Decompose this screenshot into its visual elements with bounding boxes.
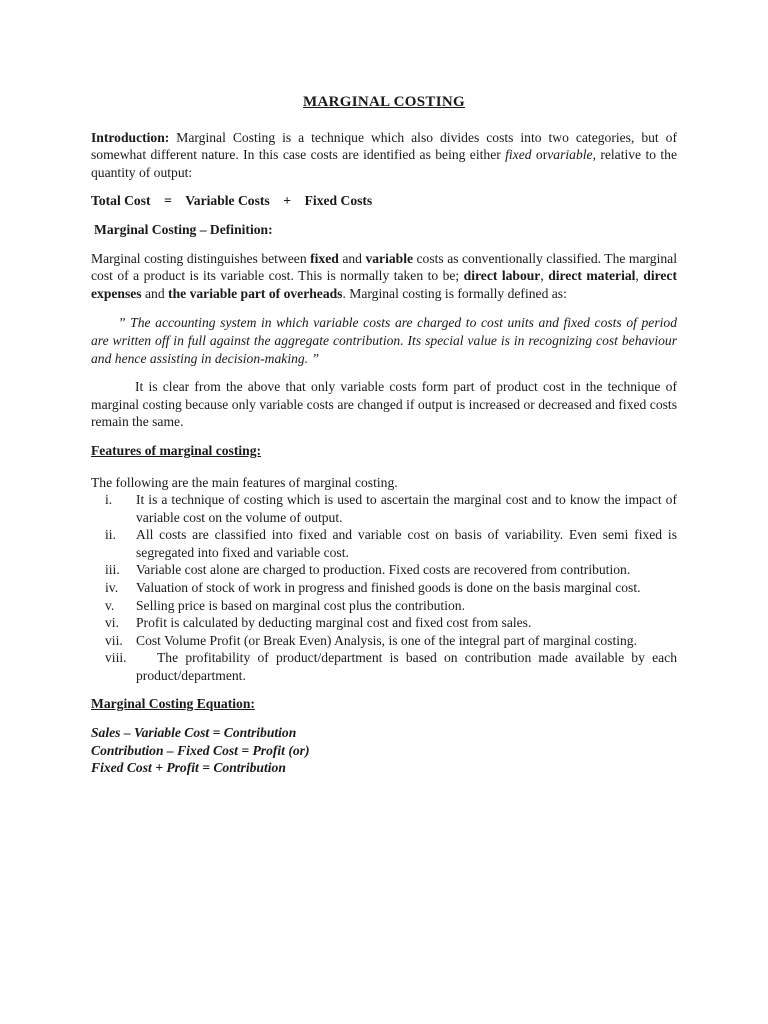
definition-text-2: and — [338, 250, 366, 266]
definition-sep-1: , — [540, 268, 549, 284]
definition-text-3: costs as conventionally classified. The marginal cost of a product is its variable cost. This is normally taken to be; — [91, 250, 677, 284]
equation-line: Sales – Variable Cost = Contribution — [91, 725, 297, 741]
definition-text-4: and — [141, 285, 169, 301]
definition-direct-expenses: direct expenses — [91, 268, 677, 301]
definition-fixed: fixed — [310, 250, 339, 266]
list-item-number: iii. — [105, 562, 120, 578]
list-item-number: vi. — [105, 615, 119, 631]
list-item-text: It is a technique of costing which is used to ascertain the marginal cost and to know the impact of variable cost on the volume of output. — [136, 492, 677, 525]
list-item-number: iv. — [105, 580, 119, 596]
list-item-text: Profit is calculated by deducting marginal cost and fixed cost from sales. — [136, 615, 532, 631]
equation-line: Contribution – Fixed Cost = Profit (or) — [91, 742, 310, 758]
list-item-text: Selling price is based on marginal cost plus the contribution. — [136, 597, 465, 613]
list-item — [91, 597, 677, 615]
list-item-text: Valuation of stock of work in progress and finished goods is done on the basis marginal cost. — [136, 580, 641, 596]
definition-variable-overheads: the variable part of overheads — [168, 285, 343, 301]
definition-direct-material: direct material — [548, 268, 636, 284]
clarification-paragraph: It is clear from the above that only variable costs form part of product cost in the technique of marginal costing because only variable costs are changed if output is increased or decreased and fixed costs remain the same. — [91, 379, 677, 430]
introduction-text-2: or — [531, 147, 548, 163]
definition-sep-2: , — [635, 268, 644, 284]
features-intro: The following are the main features of marginal costing. — [91, 474, 398, 490]
equation-line: Fixed Cost + Profit = Contribution — [91, 760, 286, 776]
features-heading: Features of marginal costing: — [91, 442, 262, 458]
equation-lines — [91, 724, 677, 777]
list-item-number: viii. — [105, 650, 127, 666]
list-item-number: vii. — [105, 632, 123, 648]
list-item — [91, 632, 677, 650]
definition-quote: ” The accounting system in which variable costs are charged to cost units and fixed costs of period are written off in full against the aggregate contribution. Its special value is in recognizing cost behaviour and hence assisting in decision-making. ” — [91, 315, 677, 366]
list-item-number: i. — [105, 492, 113, 508]
document-title: MARGINAL COSTING — [303, 94, 465, 110]
introduction-paragraph — [91, 129, 677, 182]
document-body — [91, 94, 677, 777]
list-item-text: Cost Volume Profit (or Break Even) Analysis, is one of the integral part of marginal costing. — [136, 632, 637, 648]
definition-direct-labour: direct labour — [463, 268, 541, 284]
introduction-text-1: Marginal Costing is a technique which also divides costs into two categories, but of somewhat different nature. In this case costs are identified as being either — [91, 129, 677, 163]
introduction-fixed: fixed — [505, 147, 532, 163]
list-item-text: The profitability of product/department is based on contribution made available by each product/department. — [136, 650, 677, 684]
list-item-text: All costs are classified into fixed and variable cost on basis of variability. Even semi fixed is segregated into fixed and variable cost. — [136, 527, 677, 560]
definition-text-5: . Marginal costing is formally defined as: — [342, 285, 567, 301]
features-list — [91, 491, 677, 685]
list-item-number: ii. — [105, 527, 116, 543]
list-item — [91, 491, 677, 526]
list-item — [91, 649, 677, 684]
list-item-text: Variable cost alone are charged to production. Fixed costs are recovered from contribution. — [136, 562, 631, 578]
total-cost-equation: Total Cost = Variable Costs + Fixed Costs — [91, 193, 373, 209]
list-item — [91, 579, 677, 597]
equation-heading: Marginal Costing Equation: — [91, 695, 255, 711]
introduction-text-3: , relative to the quantity of output: — [91, 147, 677, 180]
definition-heading: Marginal Costing – Definition: — [94, 221, 273, 237]
introduction-variable: variable — [547, 147, 593, 163]
definition-text-1: Marginal costing distinguishes between — [91, 250, 311, 266]
list-item — [91, 561, 677, 579]
list-item — [91, 526, 677, 561]
definition-variable: variable — [365, 250, 414, 266]
list-item — [91, 614, 677, 632]
definition-paragraph — [91, 250, 677, 303]
list-item-number: v. — [105, 597, 115, 613]
introduction-label: Introduction: — [91, 129, 170, 145]
